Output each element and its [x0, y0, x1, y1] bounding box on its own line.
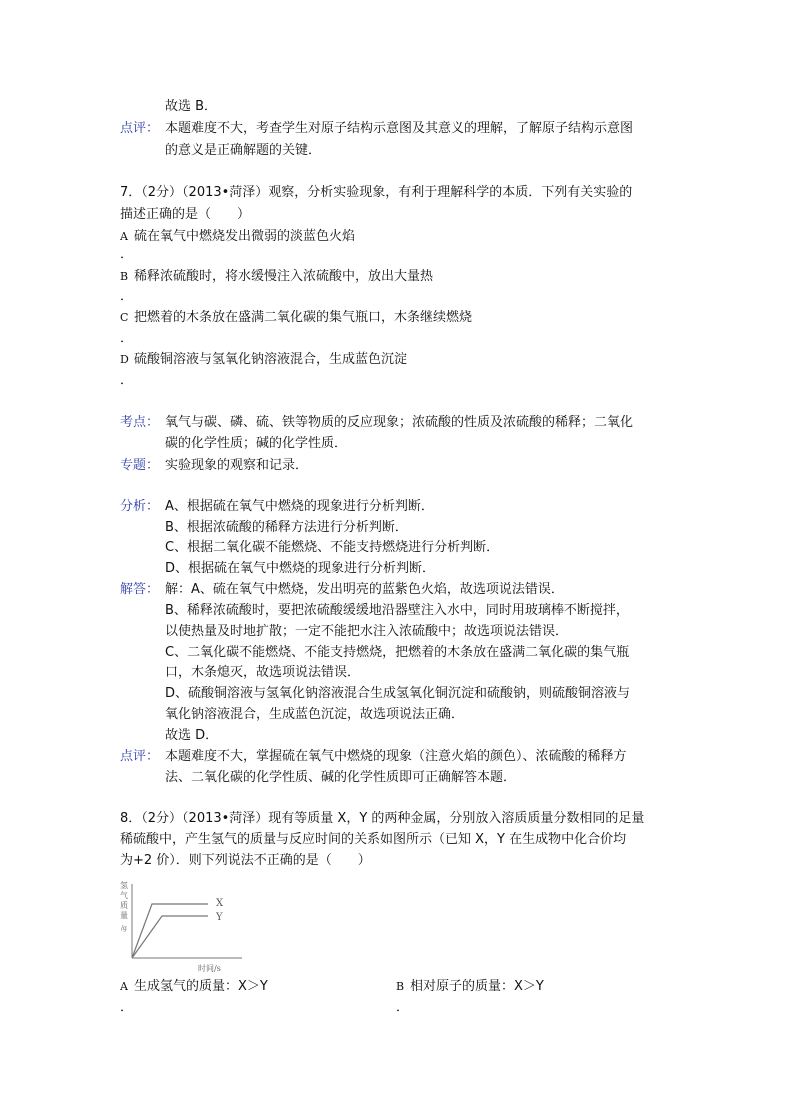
y-unit: /g	[121, 925, 127, 932]
option-letter: A	[120, 230, 128, 243]
q7-jieda-line-3: 以使热量及时地扩散；一定不能把水注入浓硫酸中；故选项说法错误．	[165, 624, 569, 639]
q7-stem-line-1: 7．（2分）（2013•菏泽）观察，分析实验现象，有利于理解科学的本质．下列有关实验的	[120, 185, 633, 200]
q7-stem-line-2: 描述正确的是（ ）	[120, 207, 251, 222]
q7-review-tag: 点评：	[120, 749, 160, 764]
q7-option-d	[120, 351, 407, 369]
q7-fenxi-line-2: B、根据浓硫酸的稀释方法进行分析判断．	[165, 520, 408, 535]
q7-jieda-line-8: 故选 D．	[165, 728, 219, 743]
x-label: 时间/s	[198, 964, 221, 973]
q7-kaodian-tag: 考点：	[120, 415, 160, 430]
q7-fenxi-line-3: C、根据二氧化碳不能燃烧、不能支持燃烧进行分析判断．	[165, 540, 500, 555]
q7-jieda-line-1: 解：A、硫在氧气中燃烧，发出明亮的蓝紫色火焰，故选项说法错误．	[165, 582, 564, 597]
q7-jieda-line-2: B、稀释浓硫酸时，要把浓硫酸缓缓地沿器壁注入水中，同时用玻璃棒不断搅拌，	[165, 603, 629, 618]
option-text: 把燃着的木条放在盛满二氧化碳的集气瓶口，木条继续燃烧	[134, 310, 473, 325]
q7-jieda-tag: 解答：	[120, 582, 160, 597]
q7-zhuanti-tag: 专题：	[120, 458, 160, 473]
q7-option-c	[120, 309, 472, 327]
q7-fenxi-tag: 分析：	[120, 499, 160, 514]
q7-option-d-dot: ．	[120, 373, 134, 388]
option-letter: A	[120, 980, 128, 993]
series-y-line	[132, 916, 208, 958]
q7-fenxi-line-1: A、根据硫在氧气中燃烧的现象进行分析判断．	[165, 499, 434, 514]
prev-answer: 故选 B．	[165, 99, 218, 114]
option-letter: B	[396, 980, 405, 993]
q7-zhuanti-text: 实验现象的观察和记录．	[165, 458, 309, 473]
option-letter: B	[120, 270, 129, 283]
q8-option-a	[120, 978, 268, 996]
q7-kaodian-line-2: 碳的化学性质；碱的化学性质．	[165, 436, 348, 451]
q8-stem-line-2: 稀硫酸中，产生氢气的质量与反应时间的关系如图所示（已知 X，Y 在生成物中化合价均	[120, 832, 627, 847]
q7-jieda-line-6: D、硫酸铜溶液与氢氧化钠溶液混合生成氢氧化铜沉淀和硫酸钠，则硫酸铜溶液与	[165, 686, 631, 701]
y-label-char: 氢	[120, 881, 128, 890]
q7-option-b-dot: ．	[120, 289, 134, 304]
q7-option-c-dot: ．	[120, 331, 134, 346]
q8-option-a-dot: ．	[120, 1000, 134, 1015]
q7-option-b	[120, 268, 433, 286]
q7-jieda-line-4: C、二氧化碳不能燃烧、不能支持燃烧，把燃着的木条放在盛满二氧化碳的集气瓶	[165, 645, 630, 660]
y-label-char: 质	[120, 901, 128, 910]
q7-review-line-2: 法、二氧化碳的化学性质、碱的化学性质即可正确解答本题．	[165, 770, 517, 785]
reaction-graph	[118, 878, 246, 974]
q7-review-line-1: 本题难度不大，掌握硫在氧气中燃烧的现象（注意火焰的颜色）、浓硫酸的稀释方	[165, 749, 627, 764]
q7-fenxi-line-4: D、根据硫在氧气中燃烧的现象进行分析判断．	[165, 561, 436, 576]
y-label-char: 气	[120, 891, 128, 900]
prev-review-line-2: 的意义是正确解题的关键．	[165, 143, 322, 158]
q7-jieda-line-7: 氧化钠溶液混合，生成蓝色沉淀，故选项说法正确．	[165, 707, 465, 722]
q7-jieda-line-5: 口，木条熄灭，故选项说法错误．	[165, 665, 361, 680]
option-text: 相对原子的质量：X＞Y	[410, 979, 544, 994]
q8-stem-line-3: 为+2 价）．则下列说法不正确的是（ ）	[120, 853, 371, 868]
option-letter: D	[120, 353, 129, 366]
q8-option-b	[396, 978, 544, 996]
series-x-line	[132, 904, 208, 958]
q8-stem-line-1: 8．（2分）（2013•菏泽）现有等质量 X，Y 的两种金属，分别放入溶质质量分数相同的足量	[120, 811, 645, 826]
q7-option-a-dot: ．	[120, 247, 134, 262]
option-text: 生成氢气的质量：X＞Y	[134, 979, 268, 994]
q7-kaodian-line-1: 氧气与碳、磷、硫、铁等物质的反应现象；浓硫酸的性质及浓硫酸的稀释；二氧化	[165, 415, 634, 430]
option-letter: C	[120, 311, 129, 324]
option-text: 硫在氧气中燃烧发出微弱的淡蓝色火焰	[134, 229, 356, 244]
prev-review-line-1: 本题难度不大，考查学生对原子结构示意图及其意义的理解，了解原子结构示意图	[165, 121, 634, 136]
option-text: 硫酸铜溶液与氢氧化钠溶液混合，生成蓝色沉淀	[134, 352, 408, 367]
prev-review-tag: 点评：	[120, 121, 160, 136]
q8-option-b-dot: ．	[396, 1000, 410, 1015]
y-label-char: 量	[120, 911, 128, 920]
option-text: 稀释浓硫酸时，将水缓慢注入浓硫酸中，放出大量热	[134, 269, 434, 284]
series-y-label: Y	[216, 912, 223, 923]
q7-option-a	[120, 228, 355, 246]
series-x-label: X	[216, 898, 224, 909]
